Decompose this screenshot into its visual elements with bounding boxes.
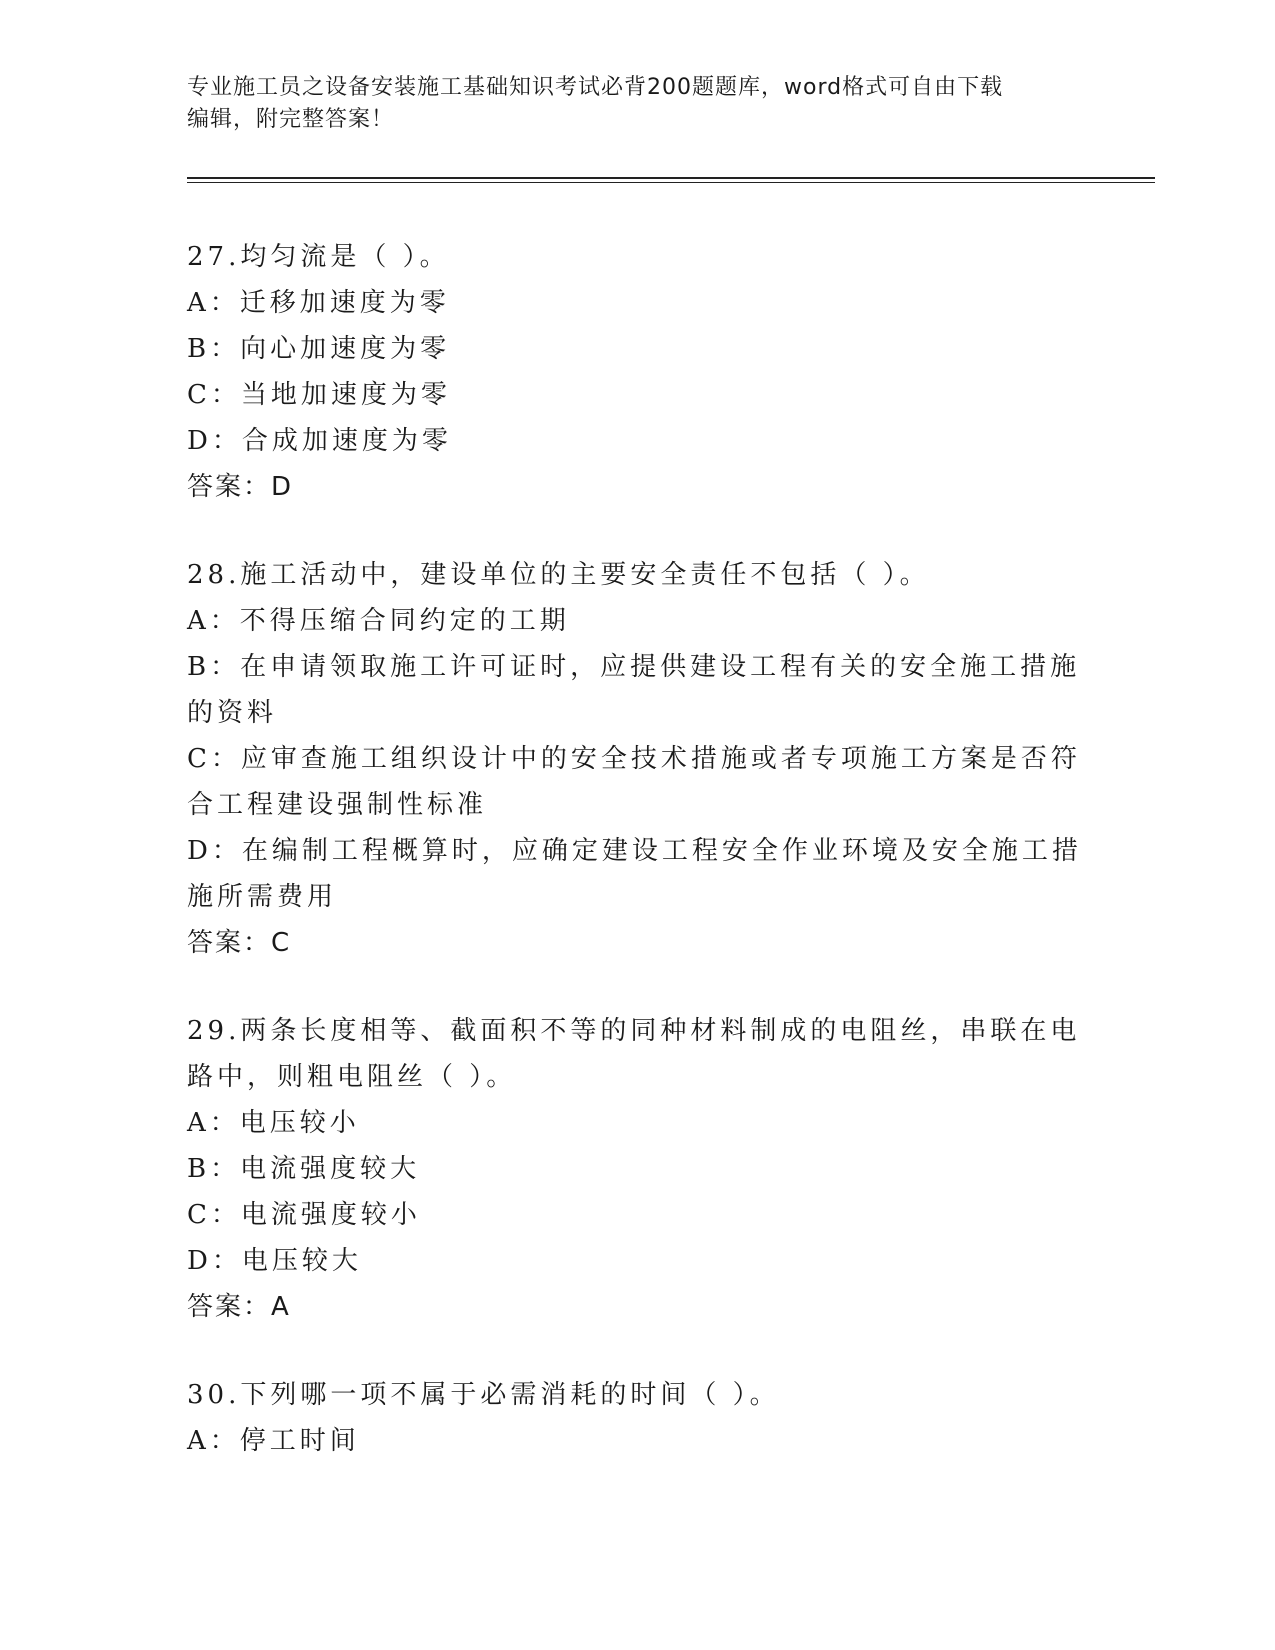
option-b: B：向心加速度为零: [187, 334, 451, 364]
header-line-2: 编辑，附完整答案！: [187, 107, 395, 132]
question-29: [187, 1008, 1087, 1330]
option-d: D：在编制工程概算时，应确定建设工程安全作业环境及安全施工措施所需费用: [187, 836, 1082, 912]
document-header: [187, 72, 1087, 136]
question-text: 27.均匀流是（ ）。: [187, 242, 450, 272]
header-line-1: 专业施工员之设备安装施工基础知识考试必背200题题库，word格式可自由下载: [187, 75, 1004, 100]
option-d: D：电压较大: [187, 1246, 362, 1276]
answer: 答案：C: [187, 928, 292, 958]
option-a: A：停工时间: [187, 1426, 360, 1456]
answer: 答案：A: [187, 1292, 291, 1322]
question-text: 29.两条长度相等、截面积不等的同种材料制成的电阻丝，串联在电路中，则粗电阻丝（ ）。: [187, 1016, 1081, 1092]
header-divider: [187, 177, 1155, 179]
question-list: [187, 234, 1087, 1506]
question-27: [187, 234, 1087, 510]
question-30: [187, 1372, 1087, 1464]
question-text: 30.下列哪一项不属于必需消耗的时间（ ）。: [187, 1380, 780, 1410]
answer: 答案：D: [187, 472, 294, 502]
option-c: C：当地加速度为零: [187, 380, 451, 410]
option-d: D：合成加速度为零: [187, 426, 452, 456]
option-a: A：电压较小: [187, 1108, 360, 1138]
option-b: B：电流强度较大: [187, 1154, 421, 1184]
header-divider-thin: [187, 182, 1155, 183]
question-28: [187, 552, 1087, 966]
option-a: A：迁移加速度为零: [187, 288, 450, 318]
option-a: A：不得压缩合同约定的工期: [187, 606, 570, 636]
option-c: C：应审查施工组织设计中的安全技术措施或者专项施工方案是否符合工程建设强制性标准: [187, 744, 1081, 820]
option-b: B：在申请领取施工许可证时，应提供建设工程有关的安全施工措施的资料: [187, 652, 1081, 728]
option-c: C：电流强度较小: [187, 1200, 421, 1230]
question-text: 28.施工活动中，建设单位的主要安全责任不包括（ ）。: [187, 560, 930, 590]
